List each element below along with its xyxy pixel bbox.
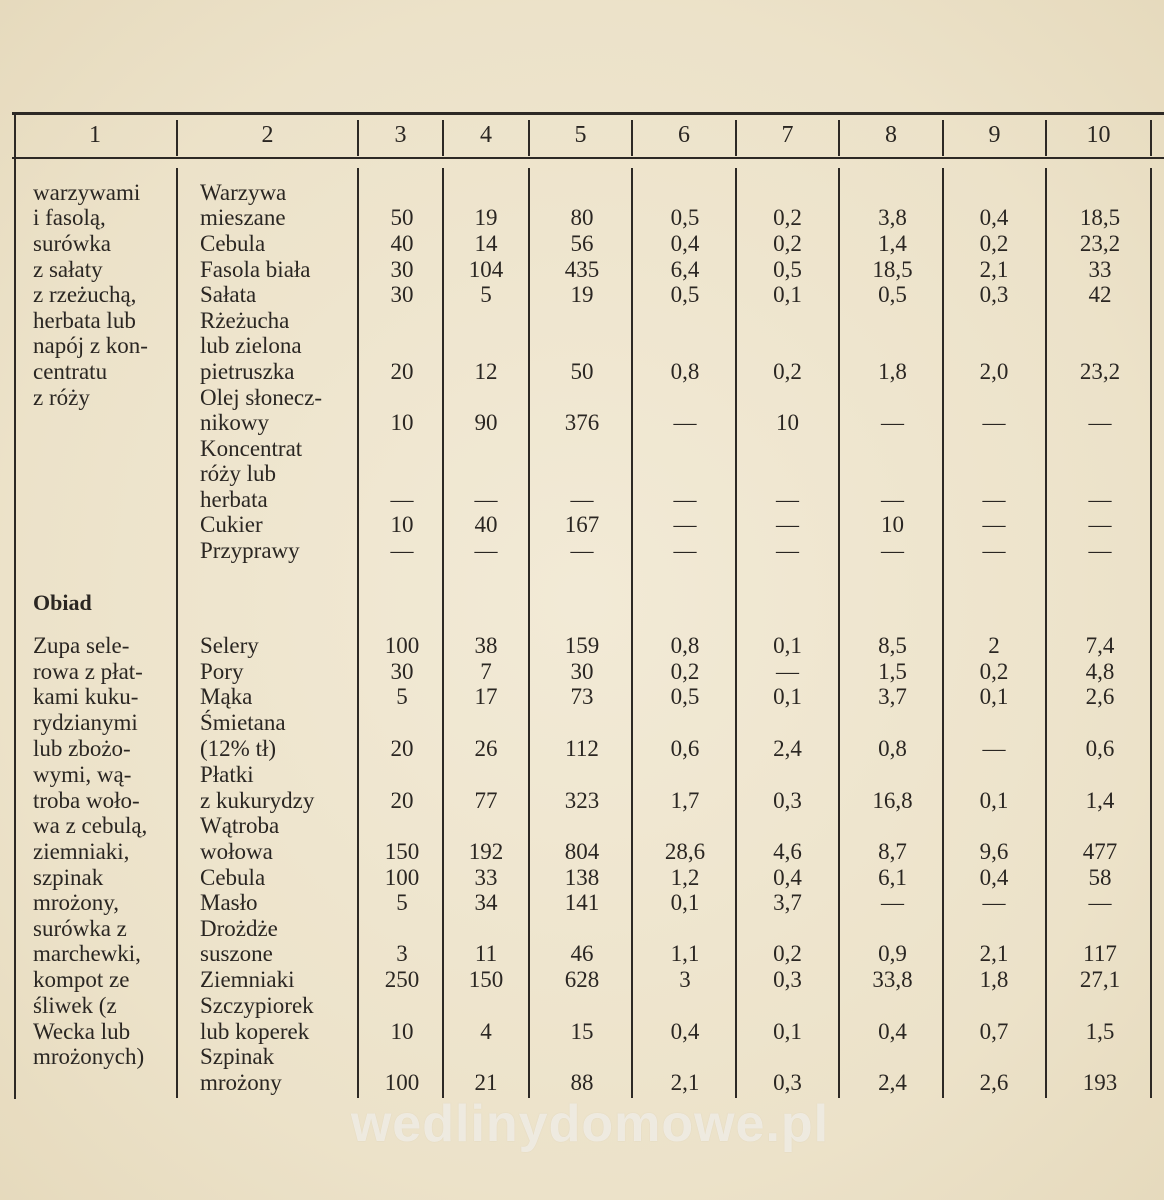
value-cell: 0,8 (670, 359, 700, 384)
value-cell: 323 (564, 788, 600, 813)
meal-description-line: napój z kon- (33, 333, 148, 358)
ingredient-line: Warzywa (200, 180, 287, 205)
meal-description-line: Zupa sele- (33, 633, 130, 658)
value-cell: — (982, 736, 1006, 761)
meal-description-line: wymi, wą- (33, 762, 132, 787)
meal-description-line: surówka (33, 231, 111, 256)
value-cell: 4 (480, 1019, 492, 1044)
value-cell: 477 (1082, 839, 1118, 864)
value-cell: 100 (384, 1070, 420, 1095)
value-cell: 33 (474, 865, 498, 890)
value-cell: 5 (396, 684, 408, 709)
value-cell: 88 (570, 1070, 594, 1095)
ingredient-line: Olej słonecz- (200, 385, 322, 410)
column-separator (1150, 168, 1152, 1098)
ingredient-line: Drożdże (200, 916, 278, 941)
column-separator (942, 168, 944, 1098)
value-cell: 6,1 (878, 865, 907, 890)
value-cell: 0,2 (670, 659, 700, 684)
value-cell: 100 (384, 633, 420, 658)
value-cell: 0,2 (773, 231, 802, 256)
ingredient-line: Mąka (200, 684, 253, 709)
value-cell: 2,4 (878, 1070, 907, 1095)
value-cell: 30 (570, 659, 594, 684)
value-cell: 159 (564, 633, 600, 658)
value-cell: — (982, 410, 1006, 435)
meal-description-line: rowa z płat- (33, 659, 143, 684)
value-cell: 26 (474, 736, 498, 761)
value-cell: 2,1 (670, 1070, 700, 1095)
value-cell: 0,5 (670, 282, 700, 307)
column-separator (357, 168, 359, 1098)
value-cell: 0,1 (773, 633, 802, 658)
meal-description-line: z rzeżuchą, (33, 282, 137, 307)
value-cell: 0,3 (773, 1070, 802, 1095)
ingredient-line: Przyprawy (200, 538, 300, 563)
value-cell: 19 (474, 205, 498, 230)
value-cell: 0,3 (773, 967, 802, 992)
ingredient-line: (12% tł) (200, 736, 277, 761)
table-header-rule (12, 157, 1164, 159)
value-cell: 11 (474, 941, 498, 966)
value-cell: 23,2 (1079, 231, 1121, 256)
ingredient-line: pietruszka (200, 359, 295, 384)
value-cell: — (776, 659, 799, 684)
ingredient-line: Cebula (200, 231, 266, 256)
meal-description-line: troba woło- (33, 788, 140, 813)
column-header: 4 (480, 122, 492, 148)
value-cell: 20 (390, 359, 414, 384)
column-header: 10 (1086, 122, 1111, 148)
value-cell: 0,4 (773, 865, 802, 890)
column-header: 5 (574, 122, 587, 148)
column-header: 9 (988, 122, 1001, 148)
meal-description-line: wa z cebulą, (33, 813, 148, 838)
value-cell: 141 (564, 890, 600, 915)
value-cell: 5 (396, 890, 408, 915)
column-header: 2 (261, 122, 274, 148)
ingredient-line: lub koperek (200, 1019, 310, 1044)
value-cell: 0,4 (670, 231, 700, 256)
value-cell: 73 (570, 684, 594, 709)
ingredient-line: Płatki (200, 762, 254, 787)
value-cell: — (881, 487, 904, 512)
value-cell: 0,1 (979, 684, 1009, 709)
value-cell: 2,0 (979, 359, 1009, 384)
value-cell: 150 (384, 839, 420, 864)
value-cell: 17 (474, 684, 498, 709)
value-cell: 58 (1088, 865, 1112, 890)
value-cell: 0,2 (979, 231, 1009, 256)
value-cell: 0,1 (773, 684, 802, 709)
value-cell: 50 (570, 359, 594, 384)
meal-description-line: ziemniaki, (33, 839, 130, 864)
value-cell: — (673, 538, 697, 563)
value-cell: 6,4 (670, 257, 700, 282)
value-cell: 23,2 (1079, 359, 1121, 384)
value-cell: — (881, 538, 904, 563)
value-cell: 38 (474, 633, 498, 658)
column-separator (838, 168, 840, 1098)
value-cell: — (570, 487, 594, 512)
ingredient-line: Wątroba (200, 813, 280, 838)
ingredient-line: Rżeżucha (200, 308, 290, 333)
value-cell: 0,5 (878, 282, 907, 307)
value-cell: 1,8 (979, 967, 1009, 992)
value-cell: 33 (1088, 257, 1112, 282)
value-cell: — (1088, 890, 1112, 915)
value-cell: 46 (570, 941, 594, 966)
meal-description-line: kami kuku- (33, 684, 139, 709)
value-cell: 30 (390, 282, 414, 307)
value-cell: 1,2 (670, 865, 700, 890)
value-cell: 0,8 (670, 633, 700, 658)
value-cell: — (881, 410, 904, 435)
ingredient-line: Cebula (200, 865, 266, 890)
ingredient-line: suszone (200, 941, 273, 966)
value-cell: 0,2 (773, 205, 802, 230)
value-cell: 5 (480, 282, 492, 307)
value-cell: 0,3 (773, 788, 802, 813)
meal-description-line: rydzianymi (33, 710, 138, 735)
column-header: 6 (678, 122, 690, 148)
value-cell: — (1088, 512, 1112, 537)
column-header: 8 (885, 122, 897, 148)
value-cell: 0,4 (878, 1019, 907, 1044)
column-header: 1 (89, 122, 101, 148)
value-cell: 20 (390, 788, 414, 813)
value-cell: — (570, 538, 594, 563)
value-cell: — (776, 538, 799, 563)
value-cell: 9,6 (979, 839, 1009, 864)
value-cell: 0,1 (979, 788, 1009, 813)
value-cell: 104 (468, 257, 504, 282)
value-cell: 15 (570, 1019, 594, 1044)
value-cell: 28,6 (664, 839, 706, 864)
meal-description-line: i fasolą, (33, 205, 106, 230)
value-cell: 7 (480, 659, 492, 684)
value-cell: 10 (390, 1019, 414, 1044)
value-cell: — (982, 487, 1006, 512)
value-cell: 30 (390, 257, 414, 282)
value-cell: 10 (776, 410, 799, 435)
ingredient-line: Ziemniaki (200, 967, 295, 992)
ingredient-line: wołowa (200, 839, 273, 864)
value-cell: 10 (881, 512, 904, 537)
ingredient-line: Sałata (200, 282, 257, 307)
meal-description-line: kompot ze (33, 967, 130, 992)
ingredient-line: Masło (200, 890, 258, 915)
value-cell: 138 (564, 865, 600, 890)
value-cell: 40 (390, 231, 414, 256)
value-cell: 4,6 (773, 839, 802, 864)
value-cell: 90 (474, 410, 498, 435)
section-title: Obiad (33, 590, 92, 615)
value-cell: 80 (570, 205, 594, 230)
table-left-edge (14, 114, 16, 1099)
ingredient-line: Śmietana (200, 710, 286, 735)
value-cell: 27,1 (1079, 967, 1121, 992)
value-cell: 30 (390, 659, 414, 684)
ingredient-line: Pory (200, 659, 244, 684)
value-cell: 0,6 (1085, 736, 1115, 761)
value-cell: 18,5 (1079, 205, 1121, 230)
value-cell: 20 (390, 736, 414, 761)
value-cell: — (1088, 410, 1112, 435)
value-cell: 0,2 (773, 359, 802, 384)
value-cell: 0,5 (670, 684, 700, 709)
value-cell: — (982, 512, 1006, 537)
value-cell: 34 (474, 890, 498, 915)
column-separator (442, 168, 444, 1098)
column-header: 3 (394, 122, 407, 148)
value-cell: 0,2 (979, 659, 1009, 684)
value-cell: 42 (1088, 282, 1112, 307)
value-cell: 16,8 (872, 788, 913, 813)
value-cell: 150 (468, 967, 504, 992)
ingredient-line: nikowy (200, 410, 269, 435)
value-cell: — (474, 538, 498, 563)
value-cell: 0,4 (979, 205, 1009, 230)
table-top-rule (12, 112, 1164, 115)
value-cell: 3,7 (878, 684, 907, 709)
value-cell: — (982, 890, 1006, 915)
value-cell: 3 (396, 941, 408, 966)
column-separator (528, 168, 530, 1098)
value-cell: 0,5 (773, 257, 802, 282)
value-cell: 0,5 (670, 205, 700, 230)
value-cell: 0,1 (773, 1019, 802, 1044)
ingredient-line: Koncentrat (200, 436, 303, 461)
value-cell: 10 (390, 512, 414, 537)
value-cell: 0,1 (670, 890, 700, 915)
value-cell: — (474, 487, 498, 512)
value-cell: 19 (570, 282, 594, 307)
ingredient-line: lub zielona (200, 333, 302, 358)
value-cell: — (1088, 487, 1112, 512)
value-cell: 2,6 (1085, 684, 1115, 709)
value-cell: 2,1 (979, 941, 1009, 966)
value-cell: 50 (390, 205, 414, 230)
value-cell: — (776, 487, 799, 512)
value-cell: 0,3 (979, 282, 1009, 307)
value-cell: 804 (564, 839, 600, 864)
ingredient-line: róży lub (200, 461, 277, 486)
meal-description-line: lub zbożo- (33, 736, 131, 761)
value-cell: 56 (570, 231, 594, 256)
value-cell: 167 (564, 512, 600, 537)
value-cell: 3 (679, 967, 691, 992)
value-cell: — (1088, 538, 1112, 563)
value-cell: 0,8 (878, 736, 907, 761)
value-cell: — (390, 487, 414, 512)
ingredient-line: Cukier (200, 512, 263, 537)
value-cell: 3,7 (773, 890, 802, 915)
meal-description-line: marchewki, (33, 941, 141, 966)
value-cell: 2,6 (979, 1070, 1009, 1095)
ingredient-line: Selery (200, 633, 259, 658)
value-cell: 0,1 (773, 282, 802, 307)
value-cell: 1,1 (670, 941, 700, 966)
ingredient-line: z kukurydzy (200, 788, 315, 813)
value-cell: — (673, 487, 697, 512)
value-cell: — (673, 410, 697, 435)
value-cell: 2 (988, 633, 1000, 658)
meal-description-line: mrożonych) (33, 1044, 145, 1069)
value-cell: 40 (474, 512, 498, 537)
value-cell: 1,4 (878, 231, 907, 256)
ingredient-line: herbata (200, 487, 268, 512)
column-separator (176, 168, 178, 1098)
value-cell: 1,5 (878, 659, 907, 684)
value-cell: 3,8 (878, 205, 907, 230)
value-cell: — (673, 512, 697, 537)
column-separator (631, 168, 633, 1098)
ingredient-line: Szpinak (200, 1044, 275, 1069)
value-cell: 0,6 (670, 736, 700, 761)
watermark: wedlinydomowe.pl (350, 1095, 830, 1153)
value-cell: 250 (384, 967, 420, 992)
value-cell: 112 (565, 736, 599, 761)
value-cell: 4,8 (1085, 659, 1115, 684)
value-cell: 21 (474, 1070, 498, 1095)
meal-description-line: mrożony, (33, 890, 120, 915)
value-cell: 8,7 (878, 839, 907, 864)
value-cell: 435 (564, 257, 600, 282)
value-cell: 14 (474, 231, 498, 256)
value-cell: — (881, 890, 904, 915)
meal-description-line: warzywami (33, 180, 141, 205)
ingredient-line: Fasola biała (200, 257, 311, 282)
value-cell: 1,4 (1085, 788, 1115, 813)
value-cell: 193 (1082, 1070, 1118, 1095)
value-cell: 77 (474, 788, 498, 813)
meal-description-line: szpinak (33, 865, 104, 890)
meal-description-line: centratu (33, 359, 108, 384)
value-cell: 0,4 (670, 1019, 700, 1044)
value-cell: 1,7 (670, 788, 700, 813)
value-cell: 2,1 (979, 257, 1009, 282)
value-cell: 1,8 (878, 359, 907, 384)
ingredient-line: mrożony (200, 1070, 282, 1095)
value-cell: 12 (474, 359, 498, 384)
meal-description-line: herbata lub (33, 308, 136, 333)
meal-description-line: surówka z (33, 916, 127, 941)
column-separator (735, 168, 737, 1098)
value-cell: — (776, 512, 799, 537)
value-cell: 192 (468, 839, 504, 864)
value-cell: 0,7 (979, 1019, 1009, 1044)
value-cell: 376 (564, 410, 600, 435)
value-cell: 0,4 (979, 865, 1009, 890)
value-cell: 18,5 (872, 257, 913, 282)
meal-description-line: z róży (33, 385, 90, 410)
column-header: 7 (781, 122, 794, 148)
meal-description-line: Wecka lub (33, 1019, 131, 1044)
value-cell: — (390, 538, 414, 563)
value-cell: 8,5 (878, 633, 907, 658)
value-cell: 100 (384, 865, 420, 890)
value-cell: 628 (564, 967, 600, 992)
value-cell: 7,4 (1085, 633, 1115, 658)
ingredient-line: Szczypiorek (200, 993, 314, 1018)
value-cell: 117 (1083, 941, 1117, 966)
meal-description-line: śliwek (z (33, 993, 117, 1018)
ingredient-line: mieszane (200, 205, 286, 230)
value-cell: 0,2 (773, 941, 802, 966)
column-separator (1045, 168, 1047, 1098)
meal-description-line: z sałaty (33, 257, 103, 282)
value-cell: — (982, 538, 1006, 563)
value-cell: 10 (390, 410, 414, 435)
value-cell: 2,4 (773, 736, 802, 761)
header-separator (1150, 120, 1152, 156)
value-cell: 33,8 (872, 967, 913, 992)
value-cell: 1,5 (1085, 1019, 1115, 1044)
value-cell: 0,9 (878, 941, 907, 966)
